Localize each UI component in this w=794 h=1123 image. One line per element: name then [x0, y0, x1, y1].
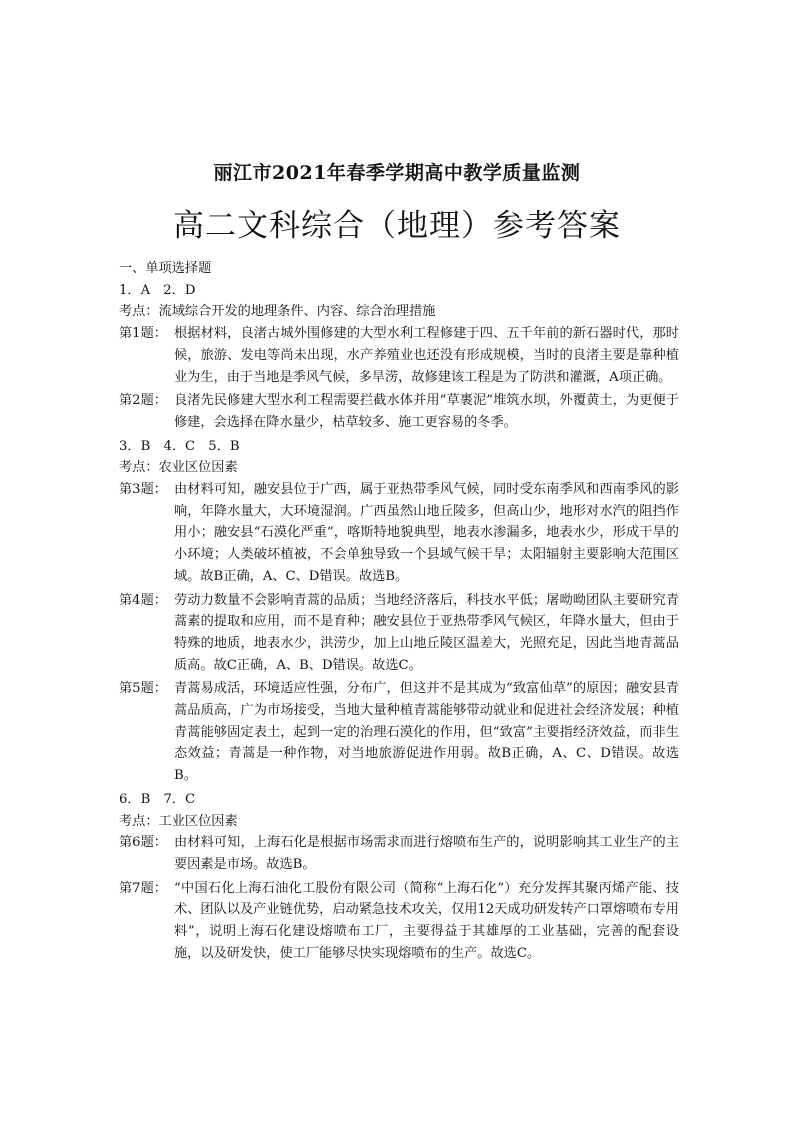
- explanation-item: [119, 678, 679, 787]
- question-label: 第3题：: [119, 482, 167, 498]
- kaodian-line: 考点：流域综合开发的地理条件、内容、综合治理措施: [119, 304, 436, 320]
- question-label: 第4题：: [119, 592, 167, 608]
- kaodian-line: 考点：农业区位因素: [119, 460, 238, 476]
- explanation-item: [119, 878, 679, 965]
- explanation-text: 劳动力数量不会影响青蒿的品质；当地经济落后，科技水平低；屠呦呦团队主要研究青蒿素的提取和应用，而不是育种；融安县位于亚热带季风气候区，年降水量大，但由于特殊的地质，地表水少，洪涝少，加上山地丘陵区温差大，光照充足，因此当地青蒿品质高。故C正确，A、B、D错误。故选C。: [174, 592, 679, 673]
- explanation-item: [119, 390, 679, 433]
- kaodian-line: 考点：工业区位因素: [119, 813, 238, 829]
- question-label: 第6题：: [119, 835, 167, 851]
- question-label: 第1题：: [119, 326, 167, 342]
- explanation-item: [119, 323, 679, 388]
- explanation-text: 根据材料，良渚古城外围修建的大型水利工程修建于四、五千年前的新石器时代，那时候，旅游、发电等尚未出现，水产养殖业也还没有形成规模，当时的良渚主要是靠种植业为生，由于当地是季风气候，多旱涝，故修建该工程是为了防洪和灌溉，A项正确。: [174, 326, 679, 385]
- explanation-item: [119, 590, 679, 677]
- explanation-text: 由材料可知，上海石化是根据市场需求而进行熔喷布生产的，说明影响其工业生产的主要因素是市场。故选B。: [174, 835, 679, 872]
- question-label: 第2题：: [119, 393, 167, 409]
- question-label: 第5题：: [119, 681, 167, 697]
- explanation-text: “中国石化上海石油化工股份有限公司（简称“上海石化”）充分发挥其聚丙烯产能、技术、团队以及产业链优势，启动紧急技术攻关，仅用12天成功研发转产口罩熔喷布专用料”，说明上海石化建设熔喷布工厂，主要得益于其雄厚的工业基础，完善的配套设施，以及研发快，使工厂能够尽快实现熔喷布的生产。故选C。: [174, 880, 679, 961]
- section-heading: 一、单项选择题: [119, 261, 212, 276]
- answer-line: 1．A 2．D: [119, 282, 196, 298]
- explanation-text: 良渚先民修建大型水利工程需要拦截水体并用“草裹泥”堆筑水坝，外覆黄土，为更便于修建，会选择在降水量少，枯草较多、施工更容易的冬季。: [174, 393, 679, 430]
- exam-title: 丽江市2021年春季学期高中教学质量监测: [213, 162, 581, 184]
- answer-line: 6．B 7．C: [119, 791, 196, 807]
- question-label: 第7题：: [119, 880, 167, 896]
- explanation-item: [119, 832, 679, 875]
- explanation-text: 由材料可知，融安县位于广西，属于亚热带季风气候，同时受东南季风和西南季风的影响，年降水量大，大环境湿润。广西虽然山地丘陵多，但高山少，地形对水汽的阻挡作用小；融安县“石漠化严重”，喀斯特地貌典型，地表水渗漏多，地表水少，形成干旱的小环境；人类破坏植被，不会单独导致一个县域气候干旱；太阳辐射主要影响大范围区域。故B正确，A、C、D错误。故选B。: [174, 482, 679, 584]
- answer-content: [119, 258, 679, 967]
- answer-title: 高二文科综合（地理）参考答案: [173, 208, 621, 244]
- explanation-text: 青蒿易成活，环境适应性强，分布广，但这并不是其成为“致富仙草”的原因；融安县青蒿品质高，广为市场接受，当地大量种植青蒿能够带动就业和促进社会经济发展；种植青蒿能够固定表土，起到一定的治理石漠化的作用，但“致富”主要指经济效益，而非生态效益；青蒿是一种作物，对当地旅游促进作用弱。故B正确，A、C、D错误。故选B。: [174, 681, 679, 784]
- explanation-item: [119, 479, 679, 588]
- answer-line: 3．B 4．C 5．B: [119, 438, 240, 454]
